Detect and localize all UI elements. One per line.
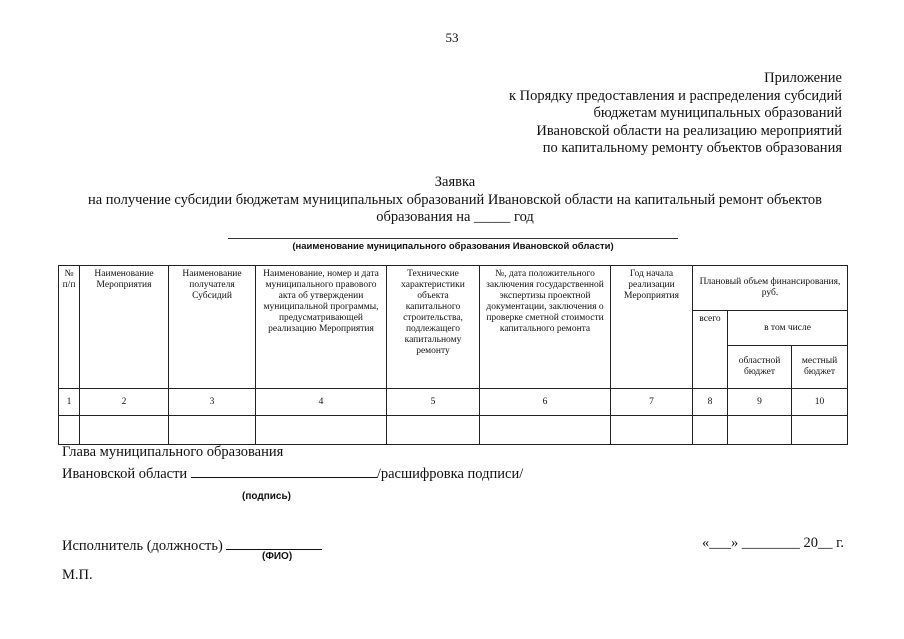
signature-prefix: Ивановской области xyxy=(62,466,188,482)
empty-cell xyxy=(169,416,256,445)
column-number: 7 xyxy=(611,389,693,416)
signature-suffix: /расшифровка подписи/ xyxy=(376,466,524,482)
header-cell-recipient: Наименование получателя Субсидий xyxy=(169,266,256,389)
page-number: 53 xyxy=(445,30,459,45)
empty-cell xyxy=(480,416,611,445)
signature-title: Глава муниципального образования xyxy=(62,444,284,460)
empty-cell xyxy=(387,416,480,445)
header-cell-no: № п/п xyxy=(59,266,80,389)
header-cell-expertise: №, дата положительного заключения государственной экспертизы проектной документации, заключения о проверке сметной стоимости капитального ремонта xyxy=(480,266,611,389)
empty-cell xyxy=(256,416,387,445)
signature-line xyxy=(62,463,523,483)
appendix-line: к Порядку предоставления и распределения субсидий xyxy=(508,87,842,104)
header-cell-act: Наименование, номер и дата муниципального правового акта об утверждении муниципальной программы, предусматривающей реализацию Мероприятия xyxy=(256,266,387,389)
column-number: 8 xyxy=(693,389,728,416)
column-number: 2 xyxy=(80,389,169,416)
header-cell-tech: Технические характеристики объекта капитального строительства, подлежащего капитальному ремонту xyxy=(387,266,480,389)
table-row xyxy=(59,416,848,445)
column-number: 10 xyxy=(792,389,848,416)
empty-cell xyxy=(792,416,848,445)
application-table xyxy=(58,265,848,445)
executor-label: Исполнитель (должность) xyxy=(62,538,223,554)
column-number: 1 xyxy=(59,389,80,416)
header-cell-measure: Наименование Мероприятия xyxy=(80,266,169,389)
appendix-line: Приложение xyxy=(764,70,842,86)
empty-cell xyxy=(728,416,792,445)
signature-field xyxy=(191,463,377,478)
executor-field xyxy=(226,535,322,550)
title-heading: Заявка xyxy=(434,174,476,190)
title-line: на получение субсидии бюджетам муниципальных образований Ивановской области на капитальный ремонт объектов xyxy=(87,191,823,208)
column-number: 5 xyxy=(387,389,480,416)
header-cell-including: в том числе xyxy=(728,311,848,346)
appendix-line: по капитальному ремонту объектов образования xyxy=(542,140,842,156)
header-cell-total: всего xyxy=(693,311,728,389)
column-number: 9 xyxy=(728,389,792,416)
title-line: образования на _____ год xyxy=(376,209,534,225)
fio-caption: (ФИО) xyxy=(262,551,293,562)
header-cell-regional: областной бюджет xyxy=(728,346,792,389)
empty-cell xyxy=(59,416,80,445)
empty-cell xyxy=(693,416,728,445)
date-line: «___» ________ 20__ г. xyxy=(701,535,844,551)
column-number: 3 xyxy=(169,389,256,416)
empty-cell xyxy=(611,416,693,445)
municipality-caption: (наименование муниципального образования Ивановской области) xyxy=(292,241,614,252)
column-number: 6 xyxy=(480,389,611,416)
stamp-place: М.П. xyxy=(62,567,93,583)
header-cell-year: Год начала реализации Мероприятия xyxy=(611,266,693,389)
document-title xyxy=(40,174,870,227)
header-cell-financing: Плановый объем финансирования, руб. xyxy=(693,266,848,311)
appendix-line: бюджетам муниципальных образований xyxy=(593,105,842,121)
header-cell-local: местный бюджет xyxy=(792,346,848,389)
column-number: 4 xyxy=(256,389,387,416)
appendix-header xyxy=(509,70,842,158)
appendix-line: Ивановской области на реализацию мероприятий xyxy=(536,122,842,139)
empty-cell xyxy=(80,416,169,445)
municipality-fill-line xyxy=(228,238,678,239)
signature-caption: (подпись) xyxy=(242,491,291,502)
